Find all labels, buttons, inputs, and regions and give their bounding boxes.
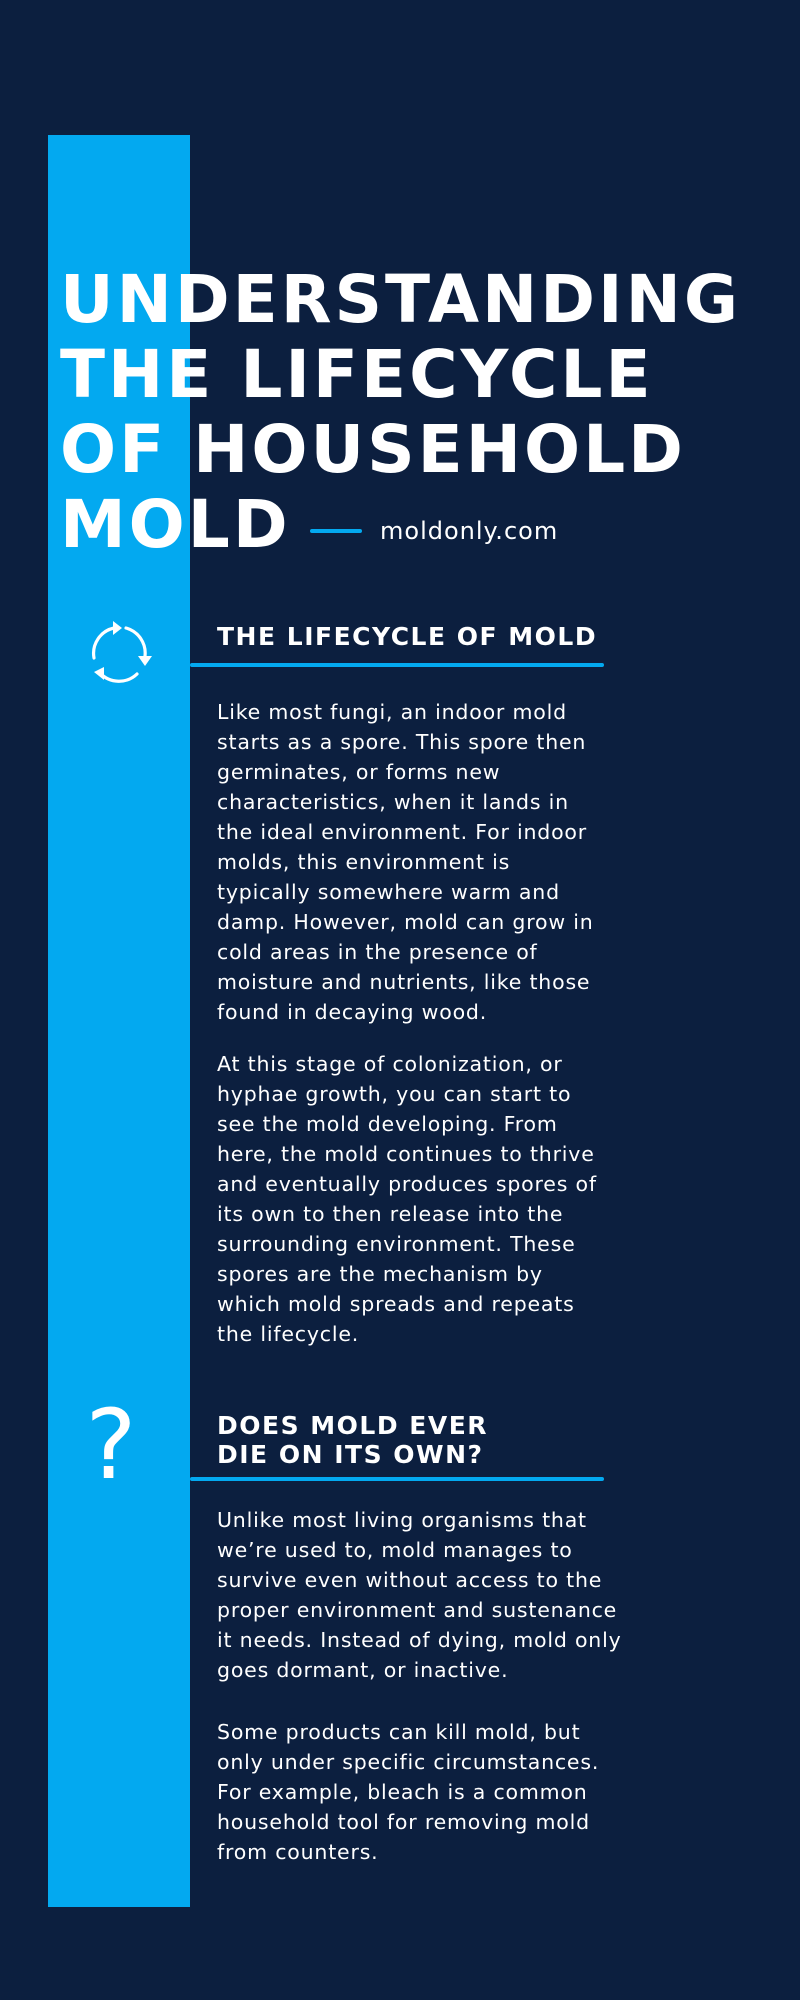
text-line: only under specific circumstances. bbox=[217, 1750, 600, 1774]
text-line: household tool for removing mold bbox=[217, 1810, 590, 1834]
text-line: goes dormant, or inactive. bbox=[217, 1658, 509, 1682]
text-line: found in decaying wood. bbox=[217, 1000, 488, 1024]
text-line: cold areas in the presence of bbox=[217, 940, 538, 964]
text-line: its own to then release into the bbox=[217, 1202, 564, 1226]
text-line: characteristics, when it lands in bbox=[217, 790, 569, 814]
text-line: Some products can kill mold, but bbox=[217, 1720, 581, 1744]
text-line: the ideal environment. For indoor bbox=[217, 820, 588, 844]
section-heading-lifecycle: THE LIFECYCLE OF MOLD bbox=[217, 622, 598, 651]
text-line: spores are the mechanism by bbox=[217, 1262, 543, 1286]
text-line: hyphae growth, you can start to bbox=[217, 1082, 572, 1106]
text-line: here, the mold continues to thrive bbox=[217, 1142, 595, 1166]
site-dash bbox=[310, 529, 362, 533]
text-line: surrounding environment. These bbox=[217, 1232, 576, 1256]
cycle-arrows-icon bbox=[84, 618, 154, 688]
text-line: we’re used to, mold manages to bbox=[217, 1538, 573, 1562]
die-paragraph-2 bbox=[217, 1717, 697, 1867]
text-line: typically somewhere warm and bbox=[217, 880, 560, 904]
title-line: THE LIFECYCLE bbox=[60, 336, 654, 413]
title-line: MOLD bbox=[60, 486, 291, 563]
text-line: the lifecycle. bbox=[217, 1322, 360, 1346]
text-line: from counters. bbox=[217, 1840, 379, 1864]
site-credit bbox=[310, 513, 558, 549]
text-line: see the mold developing. From bbox=[217, 1112, 558, 1136]
text-line: germinates, or forms new bbox=[217, 760, 501, 784]
text-line: At this stage of colonization, or bbox=[217, 1052, 563, 1076]
text-line: and eventually produces spores of bbox=[217, 1172, 597, 1196]
heading-line: DIE ON ITS OWN? bbox=[217, 1440, 484, 1469]
section-heading-die-on-own bbox=[217, 1411, 488, 1469]
text-line: damp. However, mold can grow in bbox=[217, 910, 594, 934]
text-line: Like most fungi, an indoor mold bbox=[217, 700, 567, 724]
lifecycle-paragraph-1 bbox=[217, 697, 697, 1027]
die-paragraph-1 bbox=[217, 1505, 697, 1685]
title-line: UNDERSTANDING bbox=[60, 261, 742, 338]
text-line: it needs. Instead of dying, mold only bbox=[217, 1628, 622, 1652]
lifecycle-paragraph-2 bbox=[217, 1049, 697, 1349]
section-divider bbox=[190, 663, 604, 667]
site-url: moldonly.com bbox=[380, 517, 559, 545]
text-line: molds, this environment is bbox=[217, 850, 511, 874]
section-divider bbox=[190, 1477, 604, 1481]
text-line: survive even without access to the bbox=[217, 1568, 603, 1592]
text-line: starts as a spore. This spore then bbox=[217, 730, 587, 754]
text-line: which mold spreads and repeats bbox=[217, 1292, 575, 1316]
text-line: For example, bleach is a common bbox=[217, 1780, 588, 1804]
text-line: moisture and nutrients, like those bbox=[217, 970, 591, 994]
question-mark-icon: ? bbox=[85, 1389, 137, 1501]
title-line: OF HOUSEHOLD bbox=[60, 411, 686, 488]
text-line: Unlike most living organisms that bbox=[217, 1508, 587, 1532]
text-line: proper environment and sustenance bbox=[217, 1598, 618, 1622]
heading-line: DOES MOLD EVER bbox=[217, 1411, 489, 1440]
